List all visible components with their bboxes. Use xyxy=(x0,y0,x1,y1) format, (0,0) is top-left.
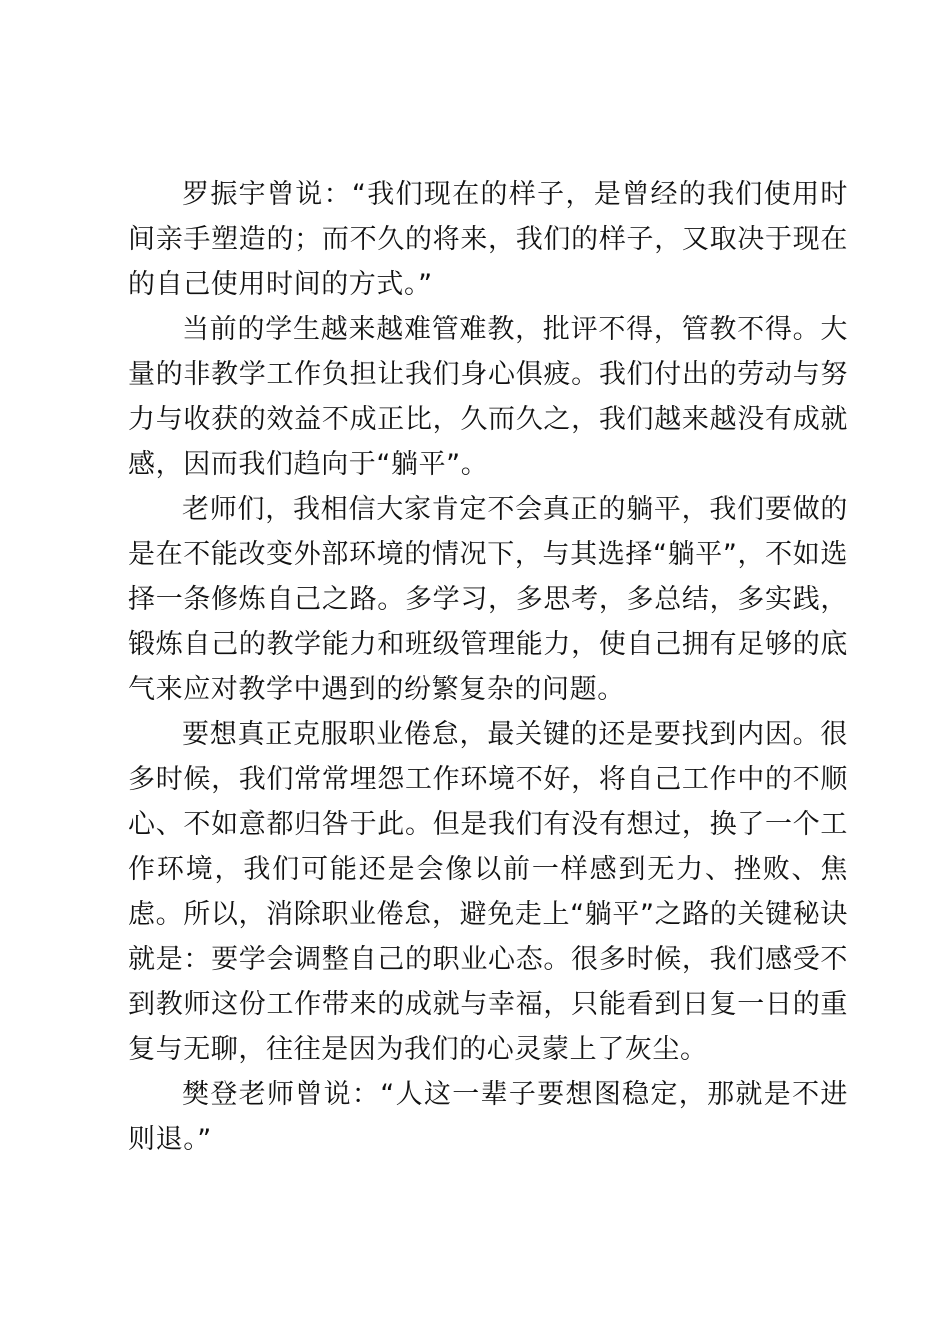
document-body xyxy=(128,172,848,1162)
paragraph-overcome-burnout: 要想真正克服职业倦怠，最关键的还是要找到内因。很多时候，我们常常埋怨工作环境不好，将自己工作中的不顺心、不如意都归咎于此。但是我们有没有想过，换了一个工作环境，我们可能还是会像以前一样感到无力、挫败、焦虑。所以，消除职业倦怠，避免走上“躺平”之路的关键秘诀就是：要学会调整自己的职业心态。很多时候，我们感受不到教师这份工作带来的成就与幸福，只能看到日复一日的重复与无聊，往往是因为我们的心灵蒙上了灰尘。 xyxy=(128,719,848,1065)
paragraph-current-students: 当前的学生越来越难管难教，批评不得，管教不得。大量的非教学工作负担让我们身心俱疲。我们付出的劳动与努力与收获的效益不成正比，久而久之，我们越来越没有成就感，因而我们趋向于“躺平”。 xyxy=(128,314,848,480)
paragraph-luo-zhenyu-quote: 罗振宇曾说：“我们现在的样子，是曾经的我们使用时间亲手塑造的；而不久的将来，我们的样子，又取决于现在的自己使用时间的方式。” xyxy=(128,179,848,300)
paragraph-teachers-self-cultivation: 老师们，我相信大家肯定不会真正的躺平，我们要做的是在不能改变外部环境的情况下，与其选择“躺平”，不如选择一条修炼自己之路。多学习，多思考，多总结，多实践，锻炼自己的教学能力和班级管理能力，使自己拥有足够的底气来应对教学中遇到的纷繁复杂的问题。 xyxy=(128,494,848,705)
paragraph-fan-deng-quote: 樊登老师曾说：“人这一辈子要想图稳定，那就是不进则退。” xyxy=(128,1079,848,1155)
